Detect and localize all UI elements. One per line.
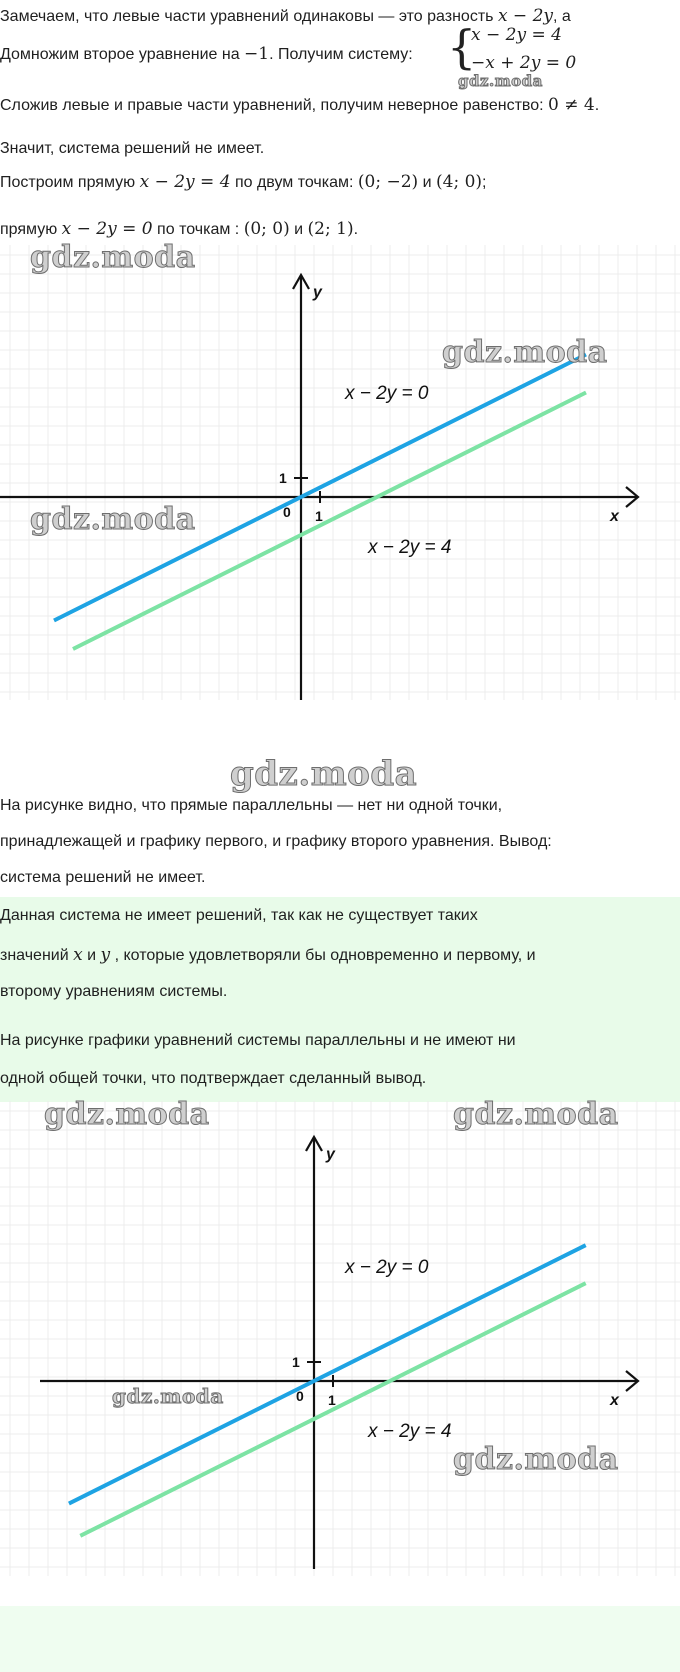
graph-2	[0, 1101, 680, 1576]
conclusion-line-3: система решений не имеет.	[0, 869, 206, 886]
text: и	[289, 221, 308, 238]
answer-line-2	[0, 945, 536, 965]
system-eq-2: −x + 2y = 0	[471, 53, 577, 73]
solution-line-6	[0, 219, 358, 239]
watermark: gdz.moda	[30, 502, 196, 537]
conclusion-line-2: принадлежащей и графику первого, и графику второго уравнения. Вывод:	[0, 833, 552, 850]
y-axis-label: y	[313, 284, 322, 301]
label-line-x-2y-4: x − 2y = 4	[368, 1421, 452, 1442]
text: ;	[482, 174, 487, 191]
text: .	[353, 221, 359, 238]
math: (4; 0)	[436, 172, 483, 192]
watermark: gdz.moda	[453, 1442, 619, 1477]
watermark: gdz.moda	[442, 335, 608, 370]
watermark: gdz.moda	[453, 1097, 619, 1132]
watermark: gdz.moda	[44, 1097, 210, 1132]
math: x − 2y = 4	[139, 172, 231, 192]
text: Сложив левые и правые части уравнений, получим неверное равенство:	[0, 97, 549, 114]
line-x-2y-0	[54, 355, 586, 621]
math: 0 ≠ 4	[548, 95, 595, 115]
text: значений	[0, 947, 74, 964]
x-tick-label: 1	[315, 508, 323, 524]
text: .	[594, 97, 600, 114]
watermark: gdz.moda	[230, 754, 418, 794]
x-tick-label: 1	[328, 1392, 336, 1408]
solution-line-5	[0, 172, 486, 192]
watermark: gdz.moda	[458, 72, 543, 90]
answer-block	[0, 897, 680, 1102]
answer-line-3: второму уравнениям системы.	[0, 983, 228, 1000]
math: (0; −2)	[357, 172, 419, 192]
solution-line-1	[0, 6, 571, 26]
text: по двум точкам:	[230, 174, 358, 191]
y-axis-label: y	[326, 1146, 335, 1163]
answer-line-4: На рисунке графики уравнений системы параллельны и не имеют ни	[0, 1032, 516, 1049]
text: Замечаем, что левые части уравнений одинаковы — это разность	[0, 8, 498, 25]
text: Построим прямую	[0, 174, 140, 191]
solution-line-3	[0, 95, 599, 115]
math: (2; 1)	[307, 219, 354, 239]
text: и	[418, 174, 436, 191]
watermark: gdz.moda	[30, 240, 196, 275]
label-line-x-2y-4: x − 2y = 4	[368, 537, 452, 558]
text: Домножим второе уравнение на	[0, 46, 245, 63]
math: x − 2y = 0	[61, 219, 153, 239]
math: (0; 0)	[243, 219, 290, 239]
graph-1	[0, 245, 680, 700]
math: y	[100, 945, 111, 965]
text: по точкам :	[152, 221, 244, 238]
x-axis-label: x	[610, 508, 619, 525]
answer-line-1: Данная система не имеет решений, так как не существует таких	[0, 907, 478, 924]
text: , а	[553, 8, 571, 25]
answer-line-5: одной общей точки, что подтверждает сделанный вывод.	[0, 1070, 427, 1087]
origin-label: 0	[296, 1388, 304, 1404]
x-axis-label: x	[610, 1392, 619, 1409]
solution-line-4: Значит, система решений не имеет.	[0, 140, 265, 157]
math: x	[73, 945, 83, 965]
system-eq-1: x − 2y = 4	[471, 25, 562, 45]
conclusion-line-1: На рисунке видно, что прямые параллельны — нет ни одной точки,	[0, 797, 503, 814]
watermark: gdz.moda	[112, 1384, 224, 1408]
label-line-x-2y-0: x − 2y = 0	[345, 1257, 429, 1278]
math: −1	[244, 44, 270, 64]
y-tick-label: 1	[292, 1354, 300, 1370]
origin-label: 0	[283, 504, 291, 520]
system-brace: {	[447, 20, 477, 74]
text: . Получим систему:	[269, 46, 413, 63]
answer-strip	[0, 1606, 680, 1672]
text: и	[82, 947, 101, 964]
math: x − 2y	[497, 6, 553, 26]
text: , которые удовлетворяли бы одновременно и первому, и	[110, 947, 536, 964]
solution-line-2	[0, 44, 413, 64]
y-tick-label: 1	[279, 470, 287, 486]
label-line-x-2y-0: x − 2y = 0	[345, 383, 429, 404]
text: прямую	[0, 221, 62, 238]
